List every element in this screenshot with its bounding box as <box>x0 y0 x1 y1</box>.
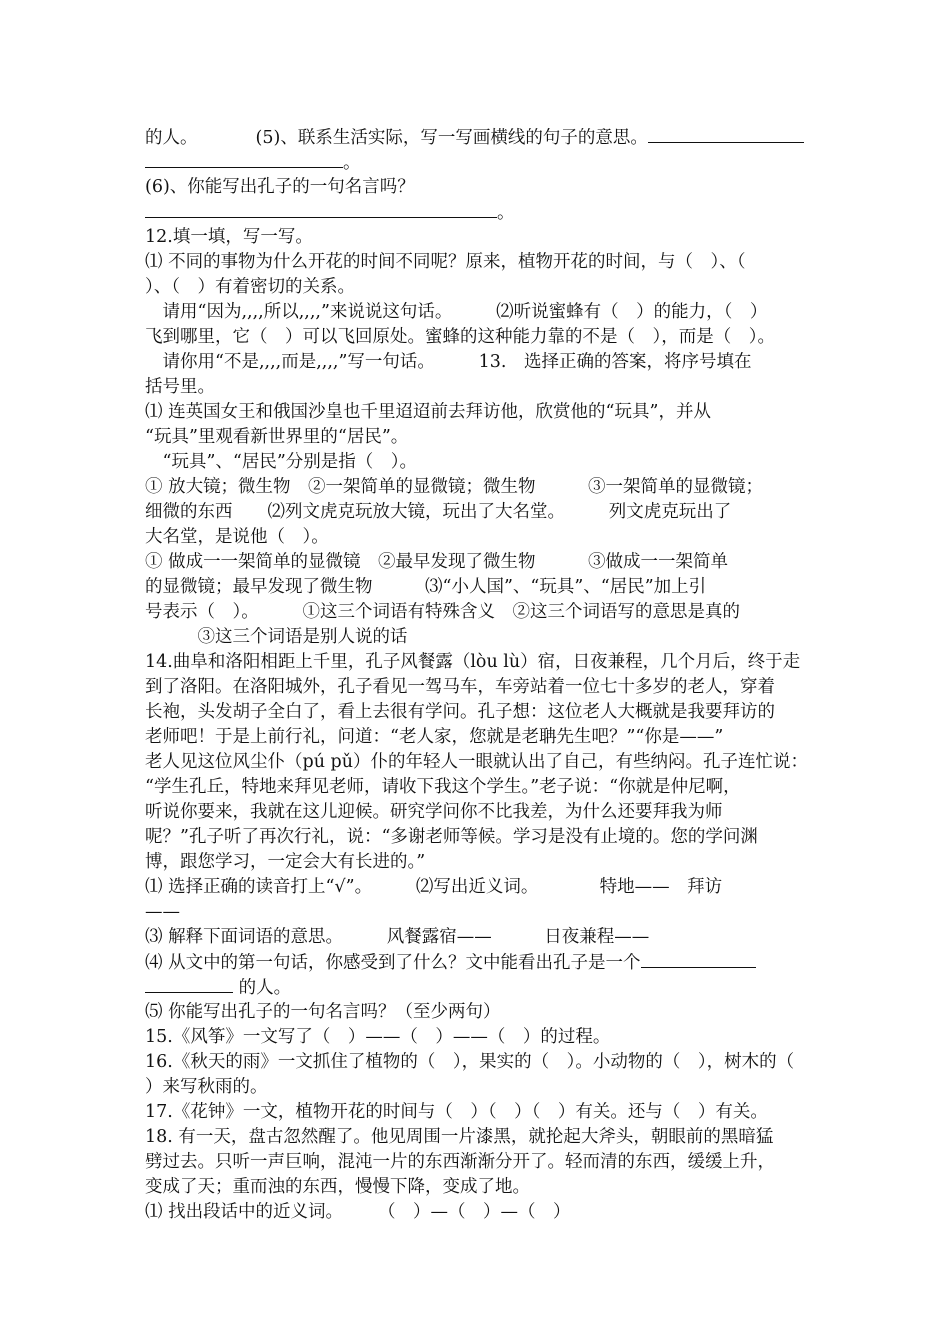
line-16: 细微的东西 ⑵列文虎克玩放大镜，玩出了大名堂。 列文虎克玩出了 <box>145 502 732 522</box>
line-42: 劈过去。只听一声巨响，混沌一片的东西渐渐分开了。轻而清的东西，缓缓上升， <box>145 1152 775 1172</box>
line-22: 14.曲阜和洛阳相距上千里，孔子风餐露（lòu lù）宿，日夜兼程，几个月后，终于走 <box>145 652 801 672</box>
line-20: 号表示（ ）。 ①这三个词语有特殊含义 ②这三个词语写的意思是真的 <box>145 602 740 622</box>
line-38: 16.《秋天的雨》一文抓住了植物的（ ），果实的（ ）。小动物的（ ），树木的（ <box>145 1052 795 1072</box>
line-37: 15.《风筝》一文写了（ ）——（ ）——（ ）的过程。 <box>145 1027 611 1047</box>
line-34: ⑷ 从文中的第一句话，你感受到了什么？文中能看出孔子是一个 <box>145 950 815 975</box>
line-44: ⑴ 找出段话中的近义词。 （ ）—（ ）—（ ） <box>145 1202 571 1222</box>
line-43: 变成了天；重而浊的东西，慢慢下降，变成了地。 <box>145 1177 530 1197</box>
line-13: “玩具”里观看新世界里的“居民”。 <box>145 427 409 447</box>
line-7: ）、（ ）有着密切的关系。 <box>145 277 355 297</box>
line-32: —— <box>145 902 180 922</box>
line-1: 的人。 (5)、联系生活实际，写一写画横线的句子的意思。 <box>145 125 815 150</box>
line-11: 括号里。 <box>145 377 215 397</box>
line-15: ① 放大镜；微生物 ②一架简单的显微镜；微生物 ③一架简单的显微镜； <box>145 477 764 497</box>
line-10: 请你用“不是,,,,而是,,,,”写一句话。 13. 选择正确的答案，将序号填在 <box>145 352 752 372</box>
line-3: (6)、你能写出孔子的一句名言吗？ <box>145 177 415 197</box>
line-39: ）来写秋雨的。 <box>145 1077 268 1097</box>
line-18: ① 做成一一架简单的显微镜 ②最早发现了微生物 ③做成一一架简单 <box>145 552 729 572</box>
line-36: ⑸ 你能写出孔子的一句名言吗？（至少两句） <box>145 1002 501 1022</box>
line-41: 18. 有一天，盘古忽然醒了。他见周围一片漆黑，就抡起大斧头，朝眼前的黑暗猛 <box>145 1127 774 1147</box>
line-25: 老师吧！于是上前行礼，问道：“老人家，您就是老聃先生吧？”“你是——” <box>145 727 724 747</box>
line-33: ⑶ 解释下面词语的意思。 风餐露宿—— 日夜兼程—— <box>145 927 650 947</box>
line-2: 。 <box>145 150 815 175</box>
line-17: 大名堂，是说他（ ）。 <box>145 527 329 547</box>
line-35: 的人。 <box>145 975 815 1000</box>
answer-blank[interactable] <box>145 150 343 168</box>
line-6: ⑴ 不同的事物为什么开花的时间不同呢？原来，植物开花的时间，与（ ）、（ <box>145 252 746 272</box>
answer-blank[interactable] <box>641 950 756 968</box>
line-31: ⑴ 选择正确的读音打上“√”。 ⑵写出近义词。 特地—— 拜访 <box>145 877 723 897</box>
answer-blank[interactable] <box>145 975 233 993</box>
line-29: 呢？”孔子听了再次行礼，说：“多谢老师等候。学习是没有止境的。您的学问渊 <box>145 827 758 847</box>
line-4: 。 <box>145 200 815 225</box>
line-12: ⑴ 连英国女王和俄国沙皇也千里迢迢前去拜访他，欣赏他的“玩具”，并从 <box>145 402 711 422</box>
line-21: ③这三个词语是别人说的话 <box>145 627 408 647</box>
line-14: “玩具”、“居民”分别是指（ ）。 <box>145 452 418 472</box>
answer-blank[interactable] <box>145 200 497 218</box>
line-30: 博，跟您学习，一定会大有长进的。” <box>145 852 426 872</box>
line-24: 长袍，头发胡子全白了，看上去很有学问。孔子想：这位老人大概就是我要拜访的 <box>145 702 775 722</box>
line-27: “学生孔丘，特地来拜见老师，请收下我这个学生。”老子说：“你就是仲尼啊， <box>145 777 741 797</box>
line-5: 12.填一填，写一写。 <box>145 227 313 247</box>
line-8: 请用“因为,,,,所以,,,,”来说说这句话。 ⑵听说蜜蜂有（ ）的能力，（ ） <box>145 302 768 322</box>
line-40: 17.《花钟》一文，植物开花的时间与（ ）（ ）（ ）有关。还与（ ）有关。 <box>145 1102 768 1122</box>
line-23: 到了洛阳。在洛阳城外，孔子看见一驾马车，车旁站着一位七十多岁的老人，穿着 <box>145 677 775 697</box>
line-9: 飞到哪里，它（ ）可以飞回原处。蜜蜂的这种能力靠的不是（ ），而是（ ）。 <box>145 327 775 347</box>
line-28: 听说你要来，我就在这儿迎候。研究学问你不比我差，为什么还要拜我为师 <box>145 802 723 822</box>
line-26: 老人见这位风尘仆（pú pǔ）仆的年轻人一眼就认出了自己，有些纳闷。孔子连忙说： <box>145 752 809 772</box>
answer-blank[interactable] <box>648 125 804 143</box>
line-19: 的显微镜；最早发现了微生物 ⑶“小人国”、“玩具”、“居民”加上引 <box>145 577 707 597</box>
